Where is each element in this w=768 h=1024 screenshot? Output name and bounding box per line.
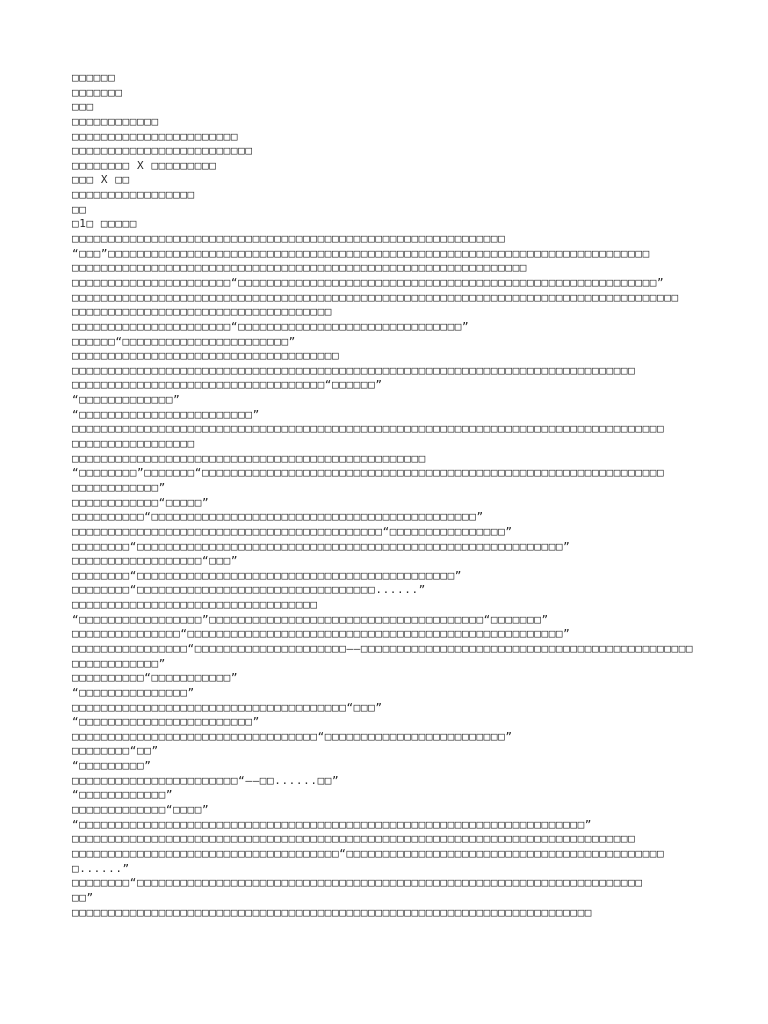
text-line: □□□□□□□□□□“□□□□□□□□□□□□□□□□□□□□□□□□□□□□□□□□□□□□□□□□□□□□□” (72, 510, 484, 524)
text-line: □□□□□□□□□□□□□□□□□□□□□□“□□□□□□□□□□□□□□□□□□□□□□□□□□□□□□□” (72, 319, 470, 333)
text-line: □□□□□□□□□□□□□□□□□□□□□□□□□□□□□□□□□□□□□□□□□□□□□□□□□□□□□□□□□□□□ (72, 232, 506, 246)
text-line: □□□□□□□□□□□□□□□□□□□□□□□□□□□□□□□□□□□□□□□□□□□□□□□□□□□□□□□□□□□□□□□ (72, 261, 528, 275)
text-line: “□□□□□□□□□□□□□□□” (72, 685, 195, 699)
text-line: “□□□□□□□□□□□□□□□□□□□□□□□□□□□□□□□□□□□□□□□□□□□□□□□□□□□□□□□□□□□□□□□□□□□□□□” (72, 817, 593, 831)
text-line: □□□□□□□□□□□□□□□□□□□□□□□□□□□□□□□□□□“□□□□□□□□□□□□□□□□□□□□□□□□□” (72, 729, 513, 743)
text-line: □□□□□□□□“□□□□□□□□□□□□□□□□□□□□□□□□□□□□□□□□□□□□□□□□□□□□” (72, 568, 463, 582)
text-line: □□□ (72, 100, 94, 114)
text-line: □□□□□□□□□□□□□□□□□□□□□□□□□□□□□□□□□□ (72, 598, 318, 612)
text-line: □□□□□□“□□□□□□□□□□□□□□□□□□□□□□□” (72, 334, 296, 348)
text-line: □□□□□□□□□□□□□□□□□□□□□□□□□□□□□□□□□□□□□□□□□□□□□□□□□□□□□□□□□□□□□□□□□□□□□□□□□□□□□□□□□□ (72, 422, 665, 436)
text-line: □□□□□□□□□□□□“□□□□□” (72, 495, 210, 509)
text-line: □□□□□□□□□□□□□□□□□ (72, 188, 195, 202)
text-line: □□□□□□□□“□□” (72, 744, 159, 758)
text-line: □□□□□□□□□□□□□□□□“□□□□□□□□□□□□□□□□□□□□□——□□□□□□□□□□□□□□□□□□□□□□□□□□□□□□□□□□□□□□□□□□□□□□ (72, 641, 694, 655)
text-line: □□□□□□□□□□□□□□□□□□□□□□□□□□□□□□□□□□□□ (72, 305, 333, 319)
text-line: □□□□□□□□“□□□□□□□□□□□□□□□□□□□□□□□□□□□□□□□□□□□□□□□□□□□□□□□□□□□□□□□□□□□” (72, 539, 571, 553)
text-line: □□□□□□□□□□□□□□□□□□□□□□□□□□□□□□□□□□□□□□□□□□□□□□□□□□□□□□□□□□□□□□□□□□□□□□□□□□□□□□ (72, 832, 636, 846)
text-line: □□□□□□□□“□□□□□□□□□□□□□□□□□□□□□□□□□□□□□□□□□......” (72, 583, 426, 597)
text-line: □□ (72, 202, 87, 216)
text-line: □□□□□□□□□□□□□□□□□□□□□□□□□□□□□□□□□□□□□□□□□□□□□□□□□□□□□□□□□□□□□□□□□□□□□□□□□□□□□□□□□□□□ (72, 290, 679, 304)
text-line: □□□□□□□□□□□□□□□□□□□□□□□□□□□□□□□□□□□□□“□□□□□□□□□□□□□□□□□□□□□□□□□□□□□□□□□□□□□□□□□□□□ (72, 846, 665, 860)
text-line: “□□□□□□□□□□□□□□□□□□□□□□□□” (72, 715, 260, 729)
chapter-heading: □1□ □□□□□ (72, 217, 138, 231)
text-line: □□□□□□□□□□□□” (72, 480, 166, 494)
text-line: □□□□□□□□□□□□□□□□□□□□□□□□□□□□□□□□□□□□□□□□□□□“□□□□□□□□□□□□□□□□” (72, 524, 513, 538)
text-line: □□□□□□□□□□□□□“□□□□” (72, 803, 210, 817)
text-line: “□□□”□□□□□□□□□□□□□□□□□□□□□□□□□□□□□□□□□□□□□□□□□□□□□□□□□□□□□□□□□□□□□□□□□□□□□□□□□□□ (72, 246, 650, 260)
text-line: □□□□□□□□□□□□□□□□□□□□□□□“——□□......□□” (72, 773, 340, 787)
text-line: “□□□□□□□□□□□□” (72, 788, 174, 802)
text-line: □□□□□□□□□□□□□□□□□□□□□□□□□□□□□□□□□□□□□ (72, 349, 340, 363)
text-line: □□□□□□□□□□□□□□□□□□□□□□□□□ (72, 144, 253, 158)
text-line: □□□□□□□□□□□□□□□□□□□□□□□□□□□□□□□□□□□□□□□□□□□□□□□□□□□□□□□□□□□□□□□□□□□□□□□□ (72, 905, 593, 919)
text-line: “□□□□□□□□□” (72, 759, 152, 773)
text-line: □□□□□□□□“□□□□□□□□□□□□□□□□□□□□□□□□□□□□□□□□□□□□□□□□□□□□□□□□□□□□□□□□□□□□□□□□□□□□□□ (72, 876, 643, 890)
text-line: “□□□□□□□□□□□□□□□□□”□□□□□□□□□□□□□□□□□□□□□□□□□□□□□□□□□□□□□□“□□□□□□□” (72, 612, 549, 626)
text-line: □□□□□□□□□□□□□□□□□□□□□□“□□□□□□□□□□□□□□□□□□□□□□□□□□□□□□□□□□□□□□□□□□□□□□□□□□□□□□□□□□” (72, 275, 665, 289)
text-line: “□□□□□□□□”□□□□□□□“□□□□□□□□□□□□□□□□□□□□□□□□□□□□□□□□□□□□□□□□□□□□□□□□□□□□□□□□□□□□□□□□ (72, 466, 665, 480)
text-line: □□□□□□□□□□□□” (72, 656, 166, 670)
text-line: □□□□□□□□□□□□□□□□□ (72, 437, 195, 451)
text-line: □□□□□□□□□□□□□□□□□□□□□□□□□□□□□□□□□□□□□□□□□□□□□□□□□□□□□□□□□□□□□□□□□□□□□□□□□□□□□□ (72, 363, 636, 377)
text-line: □□□□□□□□ X □□□□□□□□□ (72, 158, 217, 172)
text-line: “□□□□□□□□□□□□□□□□□□□□□□□□” (72, 407, 260, 421)
text-line: “□□□□□□□□□□□□□” (72, 393, 181, 407)
text-line: □□□□□□□□□□□□□□□□□□□□□□□□□□□□□□□□□□□“□□□□□□” (72, 378, 383, 392)
text-line: □□□□□□□□□□□□□□□□□□□□□□□ (72, 129, 239, 143)
text-line: □□” (72, 890, 94, 904)
text-line: □□□□□□□□□□□□□□□□□□□□□□□□□□□□□□□□□□□□□□□□□□□□□□□□□ (72, 451, 426, 465)
text-line: □□□□□□□□□□□□ (72, 114, 159, 128)
text-line: □□□□□□□□□□“□□□□□□□□□□□” (72, 671, 239, 685)
text-line: □□□□□□□□□□□□□□□□□□“□□□” (72, 554, 239, 568)
text-line: □......” (72, 861, 130, 875)
text-line: □□□□□□□□□□□□□□□□□□□□□□□□□□□□□□□□□□□□□□“□□□” (72, 700, 383, 714)
text-line: □□□ X □□ (72, 173, 130, 187)
text-line: □□□□□□□ (72, 85, 123, 99)
text-line: □□□□□□ (72, 71, 116, 84)
document-page (72, 71, 752, 920)
text-line: □□□□□□□□□□□□□□□“□□□□□□□□□□□□□□□□□□□□□□□□□□□□□□□□□□□□□□□□□□□□□□□□□□□□” (72, 627, 571, 641)
